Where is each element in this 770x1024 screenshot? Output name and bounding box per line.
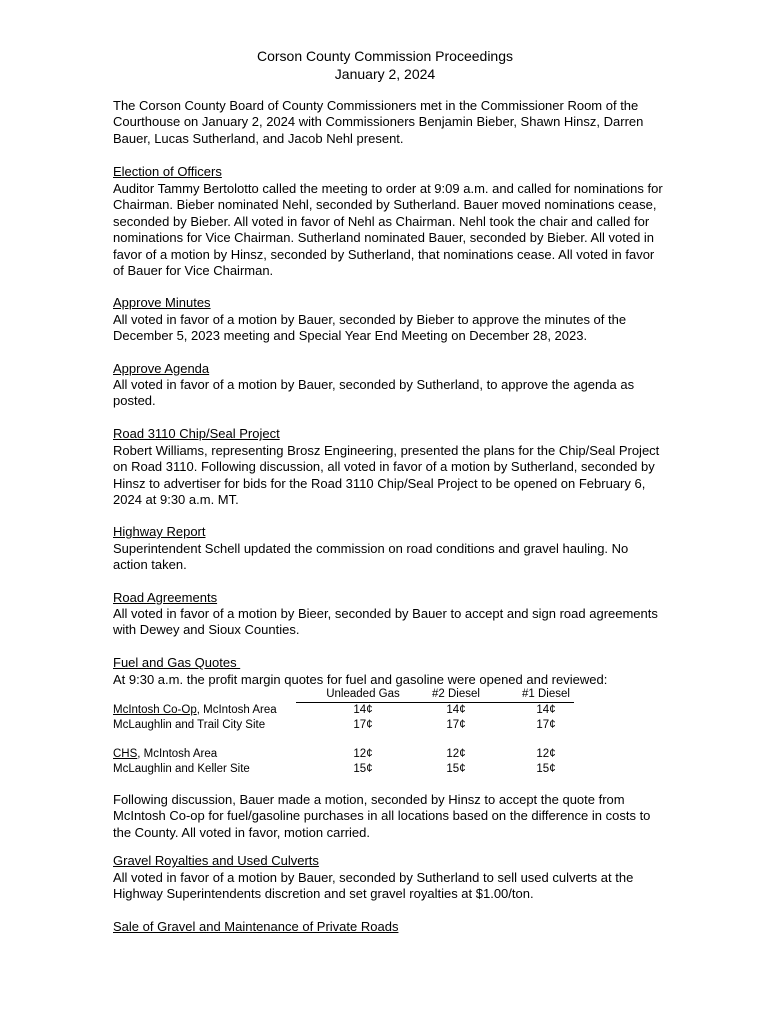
- intro-paragraph: The Corson County Board of County Commissioners met in the Commissioner Room of the Courthouse on January 2, 2024 with Commissioners Benjamin Bieber, Shawn Hinsz, Darren Bauer, Lucas Sutherland, and Jacob Nehl present.: [113, 98, 644, 146]
- document-date: January 2, 2024: [334, 66, 436, 82]
- table-cell: 12¢: [536, 748, 556, 760]
- heading-approve-agenda: Approve Agenda: [113, 361, 210, 376]
- road-3110-paragraph: Robert Williams, representing Brosz Engineering, presented the plans for the Chip/Seal Project on Road 3110. Following discussion, all voted in favor of a motion by Sutherland, seconded by Hinsz to advertiser for bids for the Road 3110 Chip/Seal Project to be opened on February 6, 2024 at 9:30 a.m. MT.: [113, 443, 660, 508]
- heading-gravel-royalties: Gravel Royalties and Used Culverts: [113, 853, 319, 868]
- location-name: , McIntosh Area: [196, 704, 277, 716]
- table-row-label: [113, 747, 217, 762]
- table-row-label: [113, 703, 277, 718]
- table-cell: 17¢: [536, 719, 556, 731]
- agreements-paragraph: All voted in favor of a motion by Bieer, seconded by Bauer to accept and sign road agreements with Dewey and Sioux Counties.: [113, 606, 658, 638]
- table-cell: 12¢: [446, 748, 466, 760]
- heading-fuel-and-gas-quotes: Fuel and Gas Quotes: [113, 655, 241, 670]
- vendor-name: CHS: [113, 748, 138, 760]
- table-cell: 14¢: [353, 704, 373, 716]
- election-paragraph: Auditor Tammy Bertolotto called the meeting to order at 9:09 a.m. and called for nominations for Chairman. Bieber nominated Nehl, seconded by Sutherland. Bauer moved nominations cease, seconded by Bieber. All voted in favor of Nehl as Chairman. Nehl took the chair and called for nominations for Vice Chairman. Sutherland nominated Bauer, seconded by Bieber. All voted in favor of a motion by Hinsz, seconded by Sutherland, that nominations cease. All voted in favor of Bauer for Vice Chairman.: [113, 181, 663, 279]
- location-name: , McIntosh Area: [137, 748, 218, 760]
- column-header-unleaded-gas: Unleaded Gas: [326, 688, 400, 700]
- vendor-name: McIntosh Co-Op: [113, 704, 197, 716]
- table-cell: 17¢: [353, 719, 373, 731]
- column-header-2-diesel: #2 Diesel: [432, 688, 480, 700]
- table-cell: 14¢: [536, 704, 556, 716]
- table-row-label: McLaughlin and Keller Site: [113, 763, 250, 775]
- table-cell: 15¢: [446, 763, 466, 775]
- heading-road-agreements: Road Agreements: [113, 590, 218, 605]
- minutes-paragraph: All voted in favor of a motion by Bauer, seconded by Bieber to approve the minutes of the December 5, 2023 meeting and Special Year End Meeting on December 28, 2023.: [113, 312, 627, 344]
- fuel-intro-paragraph: At 9:30 a.m. the profit margin quotes for fuel and gasoline were opened and reviewed:: [113, 672, 608, 687]
- heading-approve-minutes: Approve Minutes: [113, 295, 211, 310]
- heading-highway-report: Highway Report: [113, 524, 206, 539]
- table-cell: 12¢: [353, 748, 373, 760]
- highway-paragraph: Superintendent Schell updated the commission on road conditions and gravel hauling. No action taken.: [113, 541, 629, 573]
- heading-sale-of-gravel: Sale of Gravel and Maintenance of Private Roads: [113, 919, 399, 934]
- table-cell: 15¢: [536, 763, 556, 775]
- agenda-paragraph: All voted in favor of a motion by Bauer, seconded by Sutherland, to approve the agenda as posted.: [113, 377, 635, 409]
- heading-election-of-officers: Election of Officers: [113, 164, 222, 179]
- table-cell: 14¢: [446, 704, 466, 716]
- gravel-paragraph: All voted in favor of a motion by Bauer, seconded by Sutherland to sell used culverts at the Highway Superintendents discretion and set gravel royalties at $1.00/ton.: [113, 870, 634, 902]
- table-cell: 15¢: [353, 763, 373, 775]
- heading-road-3110: Road 3110 Chip/Seal Project: [113, 426, 280, 441]
- table-cell: 17¢: [446, 719, 466, 731]
- table-row-label: McLaughlin and Trail City Site: [113, 719, 266, 731]
- fuel-followup-paragraph: Following discussion, Bauer made a motion, seconded by Hinsz to accept the quote from McIntosh Co-op for fuel/gasoline purchases in all locations based on the difference in costs to the County. All voted in favor, motion carried.: [113, 792, 651, 840]
- column-header-1-diesel: #1 Diesel: [522, 688, 570, 700]
- document-title: Corson County Commission Proceedings: [257, 48, 513, 64]
